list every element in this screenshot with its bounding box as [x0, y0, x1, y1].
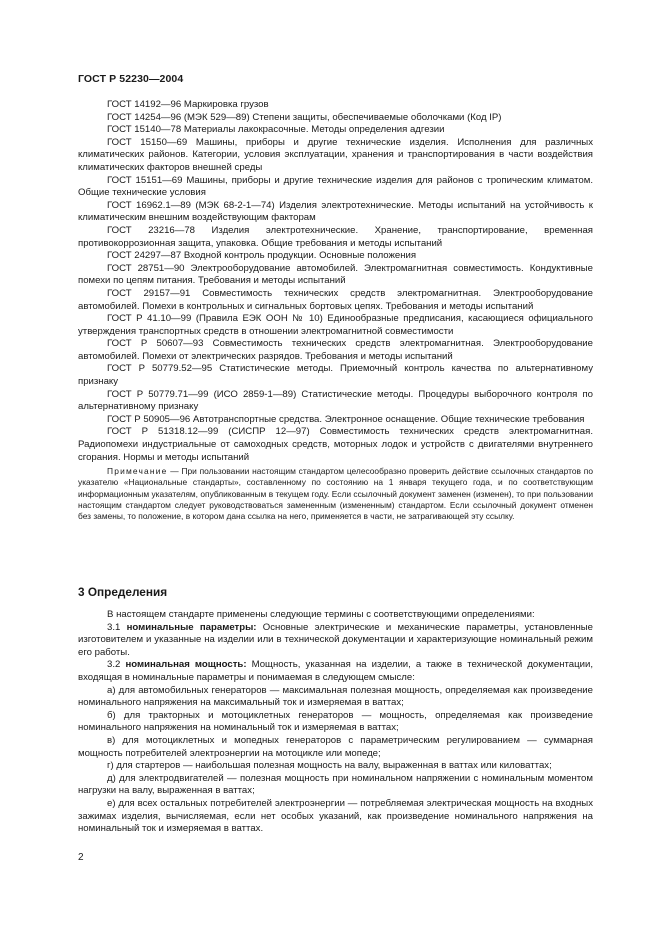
definitions-section	[78, 609, 593, 836]
reference-item: ГОСТ 14254—96 (МЭК 529—89) Степени защиты, обеспечиваемые оболочками (Код IP)	[107, 111, 502, 123]
definition-list-item: г) для стартеров — наибольшая полезная мощность на валу, выраженная в ваттах или киловаттах;	[107, 760, 552, 772]
definition-text: Основные электрические и механические параметры, установленные изготовителем и указанные на изделии или в технической документации и характеризующие номинальный режим его работы.	[78, 621, 594, 658]
reference-item: ГОСТ 24297—87 Входной контроль продукции. Основные положения	[107, 250, 417, 262]
reference-item: ГОСТ Р 50607—93 Совместимость технических средств электромагнитная. Электрооборудование автомобилей. Помехи от электрических разрядов. Требования и методы испытаний	[78, 338, 593, 362]
reference-item: ГОСТ 14192—96 Маркировка грузов	[107, 99, 269, 110]
reference-item: ГОСТ Р 50779.71—99 (ИСО 2859-1—89) Статистические методы. Процедуры выборочного контроля по альтернативному признаку	[78, 388, 593, 413]
reference-item: ГОСТ Р 50779.52—95 Статистические методы. Приемочный контроль качества по альтернативному признаку	[78, 363, 593, 388]
definition-3-1	[78, 622, 593, 660]
reference-item: ГОСТ Р 41.10—99 (Правила ЕЭК ООН № 10) Единообразные предписания, касающиеся официального утверждения транспортных средств в отношении электромагнитной совместимости	[78, 313, 593, 337]
reference-item: ГОСТ 15140—78 Материалы лакокрасочные. Методы определения адгезии	[107, 124, 445, 136]
note-text: — При пользовании настоящим стандартом целесообразно проверить действие ссылочных стандартов по указателю «Национальные стандарты», составленному по состоянию на 1 января текущего года, и по соответствующим информационным указателям, опубликованным в текущем году. Если ссылочный документ заменен (изменен), то при пользовании настоящим стандартом следует руководствоваться замененным (измененным) стандартом. Если ссылочный документ отменен без замены, то положение, в котором дана ссылка на него, применяется в части, не затрагивающей эту ссылку.	[78, 466, 593, 522]
normative-references-list	[78, 99, 593, 522]
definition-number: 3.1	[107, 621, 121, 633]
definition-number: 3.2	[107, 659, 121, 671]
section-heading: 3 Определения	[78, 585, 168, 599]
reference-item: ГОСТ 15150—69 Машины, приборы и другие технические изделия. Исполнения для различных климатических районов. Категории, условия эксплуатации, хранения и транспортирования в части воздействия климатических факторов внешней среды	[78, 136, 593, 173]
reference-item: ГОСТ Р 51318.12—99 (СИСПР 12—97) Совместимость технических средств электромагнитная. Радиопомехи индустриальные от самоходных средств, моторных лодок и устройств с двигателями внутреннего сгорания. Нормы и методы испытаний	[78, 426, 593, 463]
note-label: Примечание	[107, 466, 168, 477]
definition-list-item: е) для всех остальных потребителей электроэнергии — потребляемая электрическая мощность на входных зажимах изделия, вычисляемая, если нет особых указаний, как произведение номинального напряжения на номинальный ток и измеряемая в ваттах.	[78, 797, 593, 835]
reference-item: ГОСТ 29157—91 Совместимость технических средств электромагнитная. Электрооборудование автомобилей. Помехи в контрольных и сигнальных бортовых цепях. Требования и методы испытаний	[78, 287, 593, 312]
definition-3-2	[78, 659, 593, 684]
definitions-intro: В настоящем стандарте применены следующие термины с соответствующими определениями:	[107, 609, 535, 620]
definition-term: номинальные параметры:	[126, 621, 257, 633]
definition-list-item: б) для тракторных и мотоциклетных генераторов — мощность, определяемая как произведение номинального напряжения на номинальный ток и измеряемая в ваттах;	[78, 709, 593, 734]
document-header: ГОСТ Р 52230—2004	[78, 73, 184, 85]
definition-list-item: в) для мотоциклетных и мопедных генераторов с параметрическим регулированием — суммарная мощность потребителей электроэнергии на мотоцикле или мопеде;	[78, 734, 593, 759]
reference-item: ГОСТ 23216—78 Изделия электротехнические. Хранение, транспортирование, временная противокоррозионная защита, упаковка. Общие требования и методы испытаний	[78, 224, 593, 249]
reference-item: ГОСТ 28751—90 Электрооборудование автомобилей. Электромагнитная совместимость. Кондуктивные помехи по цепям питания. Требования и методы испытаний	[78, 262, 593, 287]
definition-term: номинальная мощность:	[125, 659, 247, 671]
reference-item: ГОСТ 15151—69 Машины, приборы и другие технические изделия для районов с тропическим климатом. Общие технические условия	[78, 174, 593, 199]
definition-list-item: д) для электродвигателей — полезная мощность при номинальном напряжении с номинальным моментом нагрузки на валу, выраженная в ваттах;	[78, 772, 593, 797]
definition-text: Мощность, указанная на изделии, а также в технической документации, входящая в номинальные параметры и понимаемая в следующем смысле:	[78, 659, 593, 683]
reference-item: ГОСТ 16962.1—89 (МЭК 68-2-1—74) Изделия электротехнические. Методы испытаний на устойчивость к климатическим внешним воздействующим факторам	[78, 199, 593, 224]
reference-item: ГОСТ Р 50905—96 Автотранспортные средства. Электронное оснащение. Общие технические требования	[107, 413, 585, 425]
page-number: 2	[78, 852, 84, 863]
note-paragraph	[78, 466, 593, 522]
definition-list-item: а) для автомобильных генераторов — максимальная полезная мощность, определяемая как произведение номинального напряжения на максимальный ток и измеряемая в ваттах;	[78, 684, 593, 709]
